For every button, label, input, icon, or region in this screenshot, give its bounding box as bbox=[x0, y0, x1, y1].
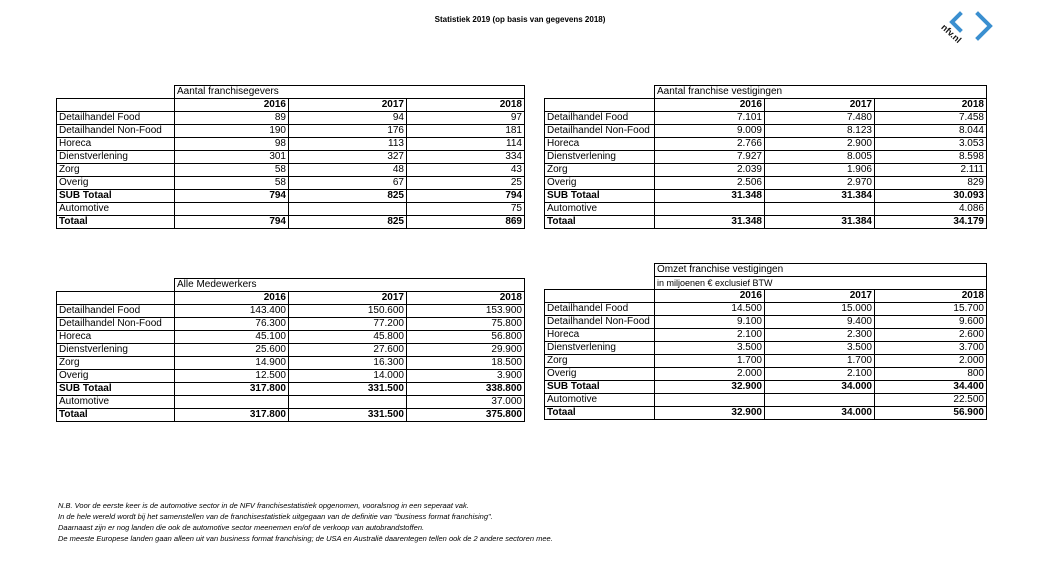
blank-cell bbox=[57, 279, 175, 292]
table-row bbox=[545, 138, 987, 151]
year-header: 2018 bbox=[875, 99, 987, 112]
value-cell: 338.800 bbox=[407, 383, 525, 396]
value-cell: 45.800 bbox=[289, 331, 407, 344]
row-label: Detailhandel Non-Food bbox=[57, 125, 175, 138]
value-cell: 22.500 bbox=[875, 394, 987, 407]
value-cell: 98 bbox=[175, 138, 289, 151]
value-cell: 25 bbox=[407, 177, 525, 190]
value-cell: 31.384 bbox=[765, 216, 875, 229]
value-cell: 2.506 bbox=[655, 177, 765, 190]
corner-cell bbox=[57, 292, 175, 305]
value-cell: 3.700 bbox=[875, 342, 987, 355]
value-cell: 56.800 bbox=[407, 331, 525, 344]
table-row bbox=[57, 190, 525, 203]
value-cell: 794 bbox=[175, 190, 289, 203]
value-cell: 34.179 bbox=[875, 216, 987, 229]
row-label: Detailhandel Non-Food bbox=[57, 318, 175, 331]
value-cell: 9.600 bbox=[875, 316, 987, 329]
row-label: Overig bbox=[545, 177, 655, 190]
row-label: Dienstverlening bbox=[57, 151, 175, 164]
table-title-row bbox=[545, 264, 987, 277]
value-cell: 2.600 bbox=[875, 329, 987, 342]
table-title: Alle Medewerkers bbox=[175, 279, 525, 292]
table-row bbox=[57, 177, 525, 190]
row-label: Automotive bbox=[57, 203, 175, 216]
value-cell: 14.000 bbox=[289, 370, 407, 383]
row-label: Dienstverlening bbox=[545, 342, 655, 355]
value-cell: 2.100 bbox=[765, 368, 875, 381]
footnote-line: In de hele wereld wordt bij het samenstellen van de franchisestatistiek uitgegaan van de definitie van "business format franchising". bbox=[58, 512, 493, 521]
value-cell: 31.348 bbox=[655, 216, 765, 229]
row-label: Overig bbox=[57, 177, 175, 190]
value-cell: 153.900 bbox=[407, 305, 525, 318]
row-label: Horeca bbox=[545, 329, 655, 342]
row-label: Totaal bbox=[545, 216, 655, 229]
value-cell: 58 bbox=[175, 164, 289, 177]
value-cell bbox=[655, 394, 765, 407]
value-cell: 31.384 bbox=[765, 190, 875, 203]
row-label: Overig bbox=[57, 370, 175, 383]
value-cell: 150.600 bbox=[289, 305, 407, 318]
value-cell: 48 bbox=[289, 164, 407, 177]
table-row bbox=[57, 357, 525, 370]
value-cell: 32.900 bbox=[655, 381, 765, 394]
row-label: Overig bbox=[545, 368, 655, 381]
value-cell: 2.300 bbox=[765, 329, 875, 342]
value-cell: 794 bbox=[175, 216, 289, 229]
corner-cell bbox=[545, 290, 655, 303]
value-cell: 2.900 bbox=[765, 138, 875, 151]
table-row bbox=[57, 151, 525, 164]
value-cell: 143.400 bbox=[175, 305, 289, 318]
row-label: Horeca bbox=[545, 138, 655, 151]
value-cell: 794 bbox=[407, 190, 525, 203]
value-cell: 317.800 bbox=[175, 383, 289, 396]
row-label: Automotive bbox=[545, 203, 655, 216]
value-cell: 37.000 bbox=[407, 396, 525, 409]
table-row bbox=[57, 383, 525, 396]
value-cell: 9.009 bbox=[655, 125, 765, 138]
value-cell bbox=[175, 203, 289, 216]
table-title: Aantal franchise vestigingen bbox=[655, 86, 987, 99]
table-subtitle: in miljoenen € exclusief BTW bbox=[655, 277, 987, 290]
table-franchise-vestigingen bbox=[544, 85, 987, 229]
value-cell: 334 bbox=[407, 151, 525, 164]
year-header: 2016 bbox=[175, 292, 289, 305]
row-label: Totaal bbox=[545, 407, 655, 420]
value-cell: 1.700 bbox=[765, 355, 875, 368]
value-cell: 2.111 bbox=[875, 164, 987, 177]
value-cell: 825 bbox=[289, 190, 407, 203]
year-header: 2016 bbox=[175, 99, 289, 112]
value-cell: 3.500 bbox=[655, 342, 765, 355]
table-title: Aantal franchisegevers bbox=[175, 86, 525, 99]
year-header: 2017 bbox=[289, 292, 407, 305]
page-title: Statistiek 2019 (op basis van gegevens 2018) bbox=[434, 15, 606, 24]
value-cell: 3.053 bbox=[875, 138, 987, 151]
value-cell: 8.123 bbox=[765, 125, 875, 138]
year-header: 2018 bbox=[407, 99, 525, 112]
table-row bbox=[545, 177, 987, 190]
value-cell: 89 bbox=[175, 112, 289, 125]
value-cell: 375.800 bbox=[407, 409, 525, 422]
table-row bbox=[545, 303, 987, 316]
row-label: Zorg bbox=[545, 164, 655, 177]
value-cell: 15.700 bbox=[875, 303, 987, 316]
value-cell bbox=[289, 396, 407, 409]
corner-cell bbox=[57, 99, 175, 112]
footnote-line: Daarnaast zijn er nog landen die ook de automotive sector meenemen en/of de verkoop van autobrandstoffen. bbox=[58, 523, 425, 532]
value-cell: 67 bbox=[289, 177, 407, 190]
value-cell: 7.480 bbox=[765, 112, 875, 125]
value-cell: 190 bbox=[175, 125, 289, 138]
value-cell: 18.500 bbox=[407, 357, 525, 370]
table-title-row bbox=[545, 86, 987, 99]
value-cell: 2.039 bbox=[655, 164, 765, 177]
value-cell: 29.900 bbox=[407, 344, 525, 357]
table-omzet bbox=[544, 263, 987, 420]
value-cell: 1.906 bbox=[765, 164, 875, 177]
blank-cell bbox=[57, 86, 175, 99]
value-cell: 3.500 bbox=[765, 342, 875, 355]
value-cell: 34.400 bbox=[875, 381, 987, 394]
row-label: Dienstverlening bbox=[57, 344, 175, 357]
value-cell bbox=[289, 203, 407, 216]
year-header-row bbox=[57, 99, 525, 112]
row-label: Zorg bbox=[57, 164, 175, 177]
year-header: 2018 bbox=[407, 292, 525, 305]
value-cell: 16.300 bbox=[289, 357, 407, 370]
table-row bbox=[545, 355, 987, 368]
row-label: Totaal bbox=[57, 216, 175, 229]
table-row bbox=[545, 342, 987, 355]
table-row bbox=[57, 216, 525, 229]
value-cell: 4.086 bbox=[875, 203, 987, 216]
row-label: Horeca bbox=[57, 138, 175, 151]
row-label: Automotive bbox=[57, 396, 175, 409]
table-row bbox=[545, 407, 987, 420]
row-label: Zorg bbox=[545, 355, 655, 368]
value-cell: 34.000 bbox=[765, 381, 875, 394]
value-cell: 30.093 bbox=[875, 190, 987, 203]
value-cell: 113 bbox=[289, 138, 407, 151]
value-cell bbox=[765, 394, 875, 407]
value-cell: 3.900 bbox=[407, 370, 525, 383]
row-label: Totaal bbox=[57, 409, 175, 422]
value-cell: 34.000 bbox=[765, 407, 875, 420]
value-cell: 114 bbox=[407, 138, 525, 151]
value-cell: 825 bbox=[289, 216, 407, 229]
table-row bbox=[57, 318, 525, 331]
value-cell: 7.927 bbox=[655, 151, 765, 164]
table-row bbox=[57, 370, 525, 383]
table-row bbox=[57, 112, 525, 125]
row-label: Automotive bbox=[545, 394, 655, 407]
table-row bbox=[545, 216, 987, 229]
value-cell: 15.000 bbox=[765, 303, 875, 316]
table-row bbox=[545, 164, 987, 177]
footnote-line: De meeste Europese landen gaan alleen uit van business format franchising; de USA en Australië daarentegen tellen ook de 2 andere sectoren mee. bbox=[58, 534, 553, 543]
table-row bbox=[57, 164, 525, 177]
table-row bbox=[545, 125, 987, 138]
table-row bbox=[545, 381, 987, 394]
value-cell: 800 bbox=[875, 368, 987, 381]
table-row bbox=[545, 190, 987, 203]
value-cell: 43 bbox=[407, 164, 525, 177]
footnote-line: N.B. Voor de eerste keer is de automotive sector in de NFV franchisestatistiek opgenomen, vooralsnog in een seperaat vak. bbox=[58, 501, 469, 510]
row-label: Detailhandel Non-Food bbox=[545, 125, 655, 138]
table-row bbox=[545, 203, 987, 216]
table-row bbox=[545, 368, 987, 381]
row-label: Zorg bbox=[57, 357, 175, 370]
row-label: SUB Totaal bbox=[545, 190, 655, 203]
value-cell: 7.101 bbox=[655, 112, 765, 125]
logo-text: nfv.nl bbox=[939, 22, 964, 46]
table-row bbox=[57, 203, 525, 216]
value-cell: 331.500 bbox=[289, 383, 407, 396]
table-row bbox=[57, 138, 525, 151]
table-row bbox=[545, 316, 987, 329]
row-label: Dienstverlening bbox=[545, 151, 655, 164]
row-label: Detailhandel Non-Food bbox=[545, 316, 655, 329]
value-cell: 56.900 bbox=[875, 407, 987, 420]
value-cell: 12.500 bbox=[175, 370, 289, 383]
value-cell: 32.900 bbox=[655, 407, 765, 420]
value-cell: 8.044 bbox=[875, 125, 987, 138]
blank-cell bbox=[545, 277, 655, 290]
value-cell: 7.458 bbox=[875, 112, 987, 125]
value-cell: 75 bbox=[407, 203, 525, 216]
footnotes bbox=[58, 500, 553, 544]
value-cell: 14.900 bbox=[175, 357, 289, 370]
table-subtitle-row bbox=[545, 277, 987, 290]
value-cell: 327 bbox=[289, 151, 407, 164]
year-header: 2017 bbox=[289, 99, 407, 112]
table-row bbox=[545, 151, 987, 164]
value-cell: 2.970 bbox=[765, 177, 875, 190]
value-cell: 94 bbox=[289, 112, 407, 125]
year-header: 2016 bbox=[655, 290, 765, 303]
value-cell: 331.500 bbox=[289, 409, 407, 422]
row-label: SUB Totaal bbox=[57, 383, 175, 396]
value-cell: 2.000 bbox=[655, 368, 765, 381]
table-row bbox=[57, 344, 525, 357]
value-cell: 8.598 bbox=[875, 151, 987, 164]
corner-cell bbox=[545, 99, 655, 112]
value-cell: 301 bbox=[175, 151, 289, 164]
value-cell: 25.600 bbox=[175, 344, 289, 357]
table-row bbox=[57, 396, 525, 409]
value-cell: 9.100 bbox=[655, 316, 765, 329]
table-row bbox=[57, 331, 525, 344]
value-cell: 45.100 bbox=[175, 331, 289, 344]
table-franchisegevers bbox=[56, 85, 525, 229]
year-header-row bbox=[545, 290, 987, 303]
value-cell: 829 bbox=[875, 177, 987, 190]
table-row bbox=[545, 394, 987, 407]
value-cell: 176 bbox=[289, 125, 407, 138]
table-row bbox=[57, 305, 525, 318]
value-cell: 27.600 bbox=[289, 344, 407, 357]
row-label: SUB Totaal bbox=[545, 381, 655, 394]
year-header: 2017 bbox=[765, 99, 875, 112]
value-cell: 8.005 bbox=[765, 151, 875, 164]
blank-cell bbox=[545, 264, 655, 277]
value-cell: 14.500 bbox=[655, 303, 765, 316]
value-cell bbox=[175, 396, 289, 409]
row-label: SUB Totaal bbox=[57, 190, 175, 203]
value-cell: 77.200 bbox=[289, 318, 407, 331]
value-cell: 76.300 bbox=[175, 318, 289, 331]
value-cell: 2.100 bbox=[655, 329, 765, 342]
value-cell: 2.000 bbox=[875, 355, 987, 368]
value-cell bbox=[655, 203, 765, 216]
year-header: 2016 bbox=[655, 99, 765, 112]
value-cell: 181 bbox=[407, 125, 525, 138]
table-row bbox=[545, 329, 987, 342]
value-cell: 869 bbox=[407, 216, 525, 229]
row-label: Detailhandel Food bbox=[57, 112, 175, 125]
value-cell bbox=[765, 203, 875, 216]
table-medewerkers bbox=[56, 278, 525, 422]
value-cell: 2.766 bbox=[655, 138, 765, 151]
row-label: Detailhandel Food bbox=[57, 305, 175, 318]
row-label: Horeca bbox=[57, 331, 175, 344]
year-header-row bbox=[545, 99, 987, 112]
table-title-row bbox=[57, 86, 525, 99]
table-title-row bbox=[57, 279, 525, 292]
row-label: Detailhandel Food bbox=[545, 303, 655, 316]
year-header: 2018 bbox=[875, 290, 987, 303]
value-cell: 31.348 bbox=[655, 190, 765, 203]
table-title: Omzet franchise vestigingen bbox=[655, 264, 987, 277]
blank-cell bbox=[545, 86, 655, 99]
table-row bbox=[57, 409, 525, 422]
table-row bbox=[545, 112, 987, 125]
row-label: Detailhandel Food bbox=[545, 112, 655, 125]
value-cell: 9.400 bbox=[765, 316, 875, 329]
value-cell: 97 bbox=[407, 112, 525, 125]
table-row bbox=[57, 125, 525, 138]
year-header-row bbox=[57, 292, 525, 305]
value-cell: 1.700 bbox=[655, 355, 765, 368]
value-cell: 75.800 bbox=[407, 318, 525, 331]
value-cell: 58 bbox=[175, 177, 289, 190]
year-header: 2017 bbox=[765, 290, 875, 303]
value-cell: 317.800 bbox=[175, 409, 289, 422]
